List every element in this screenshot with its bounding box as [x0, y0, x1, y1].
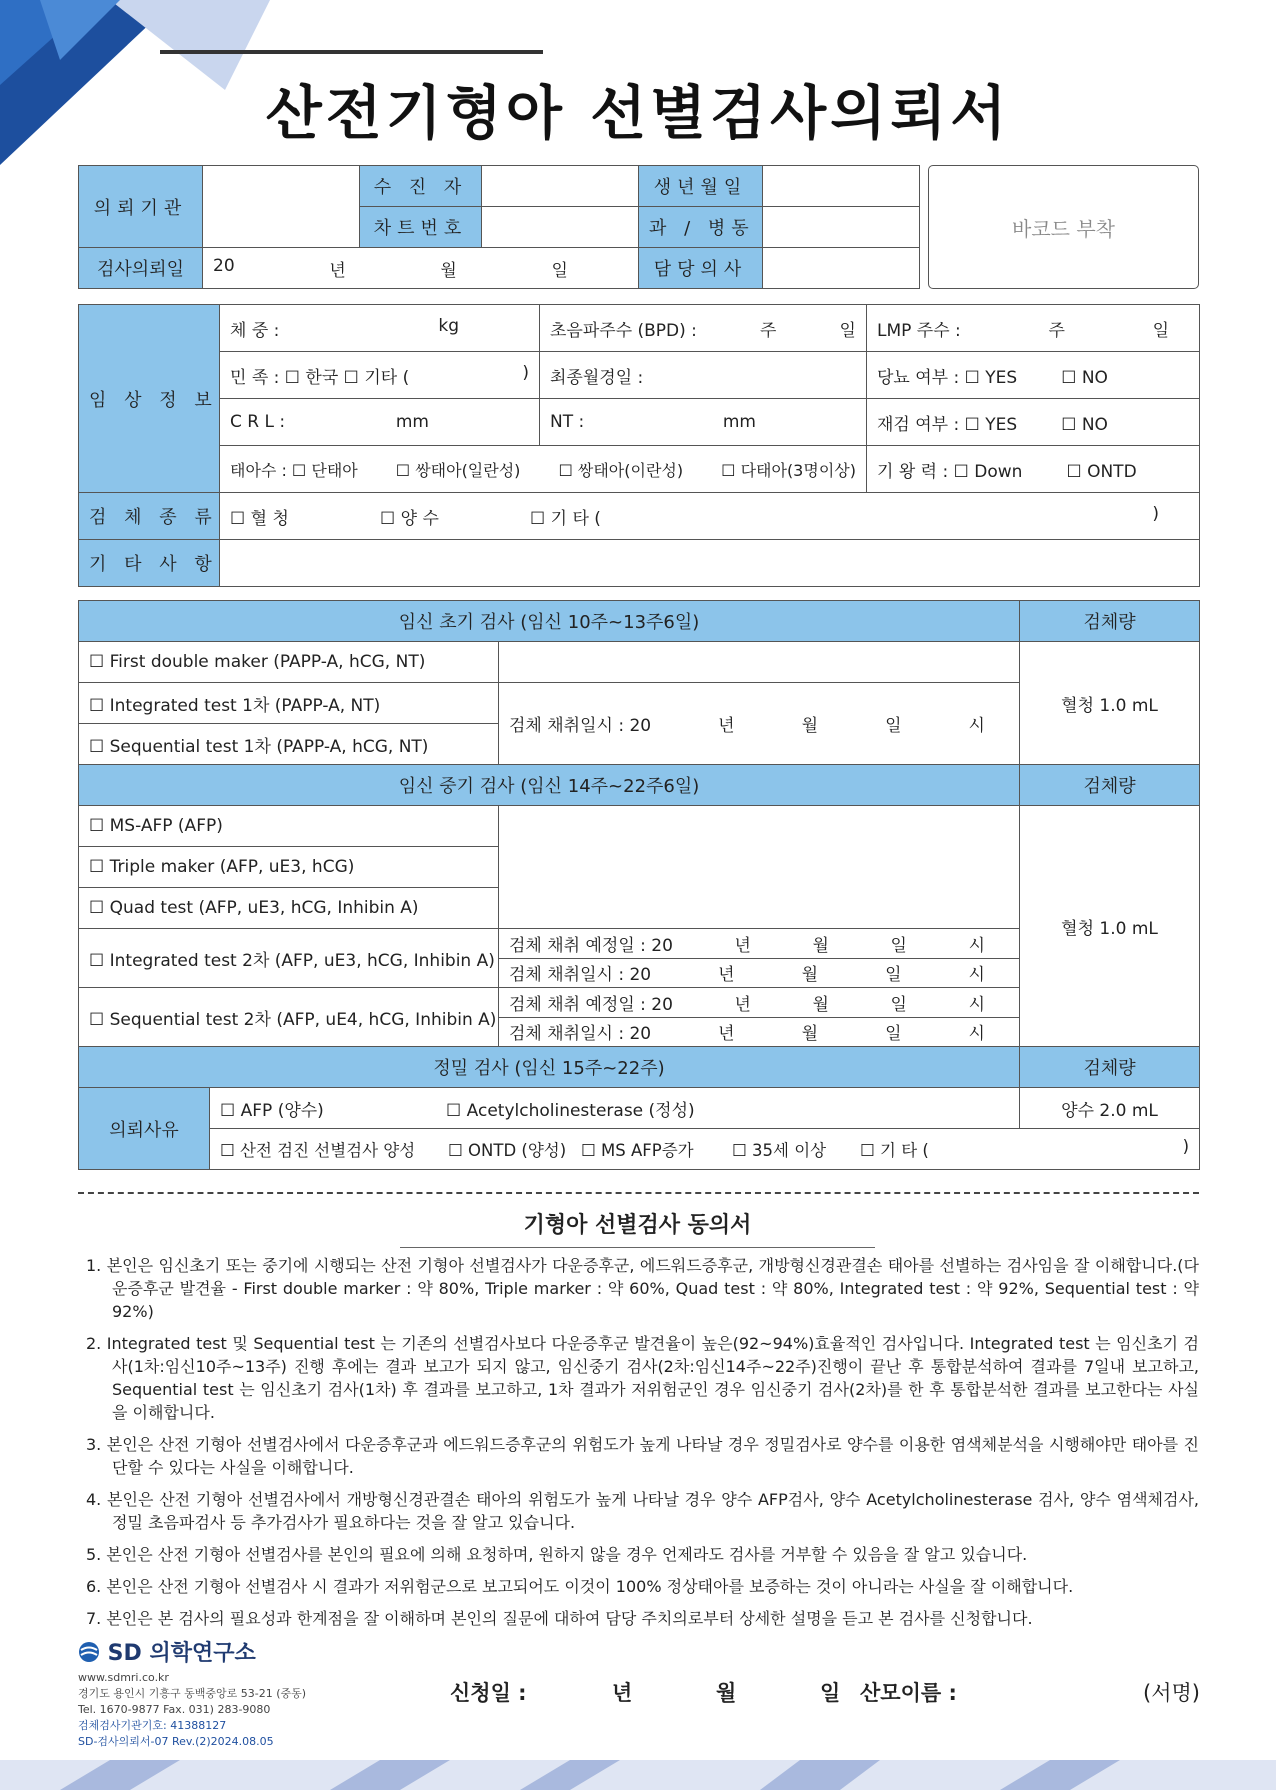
list-item: 2. Integrated test 및 Sequential test 는 기존의 선별검사보다 다운증후군 발견율이 높은(92~94%)효율적인 검사입니다. Integrated test 는 임신초기 검사(1차:임신10주~13주) 진행 후에는 결과 보고가 되지 않고, 임신중기 검사(2차:임신14주~22주)진행이 끝난 후 통합분석하여 결과를 7일내 보고하고, Sequential test 는 임신초기 검사(1차) 후 결과를 보고하고, 1차 결과가 저위험군인 경우 임신중기 검사(2차)를 한 후 통합분석한 결과를 보고한다는 사실을 이해합니다. [86, 1334, 1199, 1422]
institution-field[interactable] [203, 166, 360, 248]
retest-field[interactable]: 재검 여부 : ☐ YES ☐ NO [867, 399, 1200, 446]
serum-amount: 혈청 1.0 mL [1020, 642, 1200, 765]
first-double-maker-option[interactable]: ☐ First double maker (PAPP-A, hCG, NT) [79, 642, 499, 683]
amount-label: 검체량 [1020, 765, 1200, 806]
list-item: 6. 본인은 산전 기형아 선별검사 시 결과가 저위험군으로 보고되어도 이것이 100% 정상태아를 보증하는 것이 아니라는 사실을 잘 이해합니다. [86, 1577, 1074, 1596]
last-menstruation-field[interactable]: 최종월경일 : [540, 352, 867, 399]
doctor-field[interactable] [763, 248, 920, 289]
first-collection-datetime[interactable]: 검체 채취일시 : 20 년 월 일 시 [499, 683, 1020, 765]
precise-test-title: 정밀 검사 (임신 15주~22주) [79, 1047, 1020, 1088]
request-date-label: 검사의뢰일 [79, 248, 203, 289]
specimen-type-label: 검 체 종 류 [79, 493, 220, 540]
list-item: 3. 본인은 산전 기형아 선별검사에서 다운증후군과 에드워드증후군의 위험도가 높게 나타날 경우 정밀검사로 양수를 이용한 염색체분석을 시행해야만 태아를 진단할 수 있다는 사실을 이해합니다. [86, 1435, 1199, 1477]
examinee-field[interactable] [482, 166, 639, 207]
sequential-test-1-option[interactable]: ☐ Sequential test 1차 (PAPP-A, hCG, NT) [79, 724, 499, 765]
department-label: 과 / 병동 [639, 207, 763, 248]
crl-field[interactable]: C R L : mm [220, 399, 540, 446]
department-field[interactable] [763, 207, 920, 248]
cut-line [78, 1192, 1199, 1194]
consent-list [86, 1254, 1199, 1639]
signature-line[interactable]: 신청일 : 년 월 일 산모이름 : (서명) [450, 1681, 1200, 1705]
list-item: 4. 본인은 산전 기형아 선별검사에서 개방형신경관결손 태아의 위험도가 높게 나타날 경우 양수 AFP검사, 양수 Acetylcholinesterase 검사, 양수 염색체검사, 정밀 초음파검사 등 추가검사가 필요하다는 것을 잘 알고 있습니다. [86, 1490, 1199, 1532]
bpd-field[interactable]: 초음파주수 (BPD) : 주 일 [540, 305, 867, 352]
birth-label: 생년월일 [639, 166, 763, 207]
amount-label: 검체량 [1020, 601, 1200, 642]
request-date-field[interactable]: 20 년 월 일 [203, 248, 639, 289]
company-logo: SD 의학연구소 [78, 1636, 256, 1667]
sequential-test-2-option[interactable]: ☐ Sequential test 2차 (AFP, uE4, hCG, Inhibin A) [79, 988, 499, 1047]
integrated-scheduled-date[interactable]: 검체 채취 예정일 : 20 년 월 일 시 [499, 929, 1020, 959]
integrated-test-1-option[interactable]: ☐ Integrated test 1차 (PAPP-A, NT) [79, 683, 499, 724]
quad-test-option[interactable]: ☐ Quad test (AFP, uE3, hCG, Inhibin A) [79, 888, 499, 929]
ms-afp-option[interactable]: ☐ MS-AFP (AFP) [79, 806, 499, 847]
company-info: www.sdmri.co.kr 경기도 용인시 기흥구 동백중앙로 53-21 (중동) Tel. 1670-9877 Fax. 031) 283-9080 검체검사기관기호: 41388127 SD-검사의뢰서-07 Rev.(2)2024.08.05 [78, 1671, 307, 1748]
second-trimester-title: 임신 중기 검사 (임신 14주~22주6일) [79, 765, 1020, 806]
integrated-test-2-option[interactable]: ☐ Integrated test 2차 (AFP, uE3, hCG, Inhibin A) [79, 929, 499, 988]
barcode-area: 바코드 부착 [928, 165, 1199, 289]
sequential-scheduled-date[interactable]: 검체 채취 예정일 : 20 년 월 일 시 [499, 988, 1020, 1018]
first-trimester-title: 임신 초기 검사 (임신 10주~13주6일) [79, 601, 1020, 642]
title-rule [160, 50, 543, 54]
integrated-collection-date[interactable]: 검체 채취일시 : 20 년 월 일 시 [499, 958, 1020, 988]
examinee-label: 수 진 자 [360, 166, 482, 207]
birth-field[interactable] [763, 166, 920, 207]
tests-table [78, 600, 1200, 1170]
list-item: 5. 본인은 산전 기형아 선별검사를 본인의 필요에 의해 요청하며, 원하지 않을 경우 언제라도 검사를 거부할 수 있음을 잘 알고 있습니다. [86, 1545, 1028, 1564]
institution-label: 의뢰기관 [79, 166, 203, 248]
amount-label: 검체량 [1020, 1047, 1200, 1088]
etc-field[interactable] [220, 540, 1200, 587]
nt-field[interactable]: NT : mm [540, 399, 867, 446]
reason-options[interactable]: ☐ 산전 검진 선별검사 양성 ☐ ONTD (양성) ☐ MS AFP증가 ☐ 35세 이상 ☐ 기 타 ( ) [210, 1129, 1200, 1170]
amniotic-amount: 양수 2.0 mL [1020, 1088, 1200, 1129]
fetus-count-field[interactable]: 태아수 : ☐ 단태아 ☐ 쌍태아(일란성) ☐ 쌍태아(이란성) ☐ 다태아(3명이상) [220, 446, 867, 493]
globe-icon [78, 1641, 100, 1663]
specimen-type-field[interactable]: ☐ 혈 청 ☐ 양 수 ☐ 기 타 ( ) [220, 493, 1200, 540]
clinical-info-table [78, 304, 1200, 587]
clinical-info-label: 임 상 정 보 [79, 305, 220, 493]
list-item: 1. 본인은 임신초기 또는 중기에 시행되는 산전 기형아 선별검사가 다운증후군, 에드워드증후군, 개방형신경관결손 태아를 선별하는 검사임을 잘 이해합니다.(다운증후군 발견율 - First double marker : 약 80%, Triple marker : 약 60%, Quad test : 약 80%, Integrated test : 약 92%, Sequential test : 약 92%) [86, 1256, 1199, 1321]
serum-amount: 혈청 1.0 mL [1020, 806, 1200, 1047]
bottom-decoration [0, 1760, 1276, 1790]
precise-test-options[interactable]: ☐ AFP (양수) ☐ Acetylcholinesterase (정성) [210, 1088, 1020, 1129]
consent-title: 기형아 선별검사 동의서 [400, 1208, 875, 1248]
triple-maker-option[interactable]: ☐ Triple maker (AFP, uE3, hCG) [79, 847, 499, 888]
chart-number-field[interactable] [482, 207, 639, 248]
ethnicity-field[interactable]: 민 족 : ☐ 한국 ☐ 기타 ( ) [220, 352, 540, 399]
doctor-label: 담당의사 [639, 248, 763, 289]
weight-field[interactable]: 체 중 : kg [220, 305, 540, 352]
sequential-collection-date[interactable]: 검체 채취일시 : 20 년 월 일 시 [499, 1017, 1020, 1047]
reason-label: 의뢰사유 [79, 1088, 210, 1170]
lmp-field[interactable]: LMP 주수 : 주 일 [867, 305, 1200, 352]
page-title: 산전기형아 선별검사의뢰서 [265, 79, 1011, 147]
chart-number-label: 차트번호 [360, 207, 482, 248]
list-item: 7. 본인은 본 검사의 필요성과 한계점을 잘 이해하며 본인의 질문에 대하여 담당 주치의로부터 상세한 설명을 듣고 본 검사를 신청합니다. [86, 1609, 1033, 1628]
etc-label: 기 타 사 항 [79, 540, 220, 587]
medical-history-field[interactable]: 기 왕 력 : ☐ Down ☐ ONTD [867, 446, 1200, 493]
diabetes-field[interactable]: 당뇨 여부 : ☐ YES ☐ NO [867, 352, 1200, 399]
request-info-table [78, 165, 920, 289]
